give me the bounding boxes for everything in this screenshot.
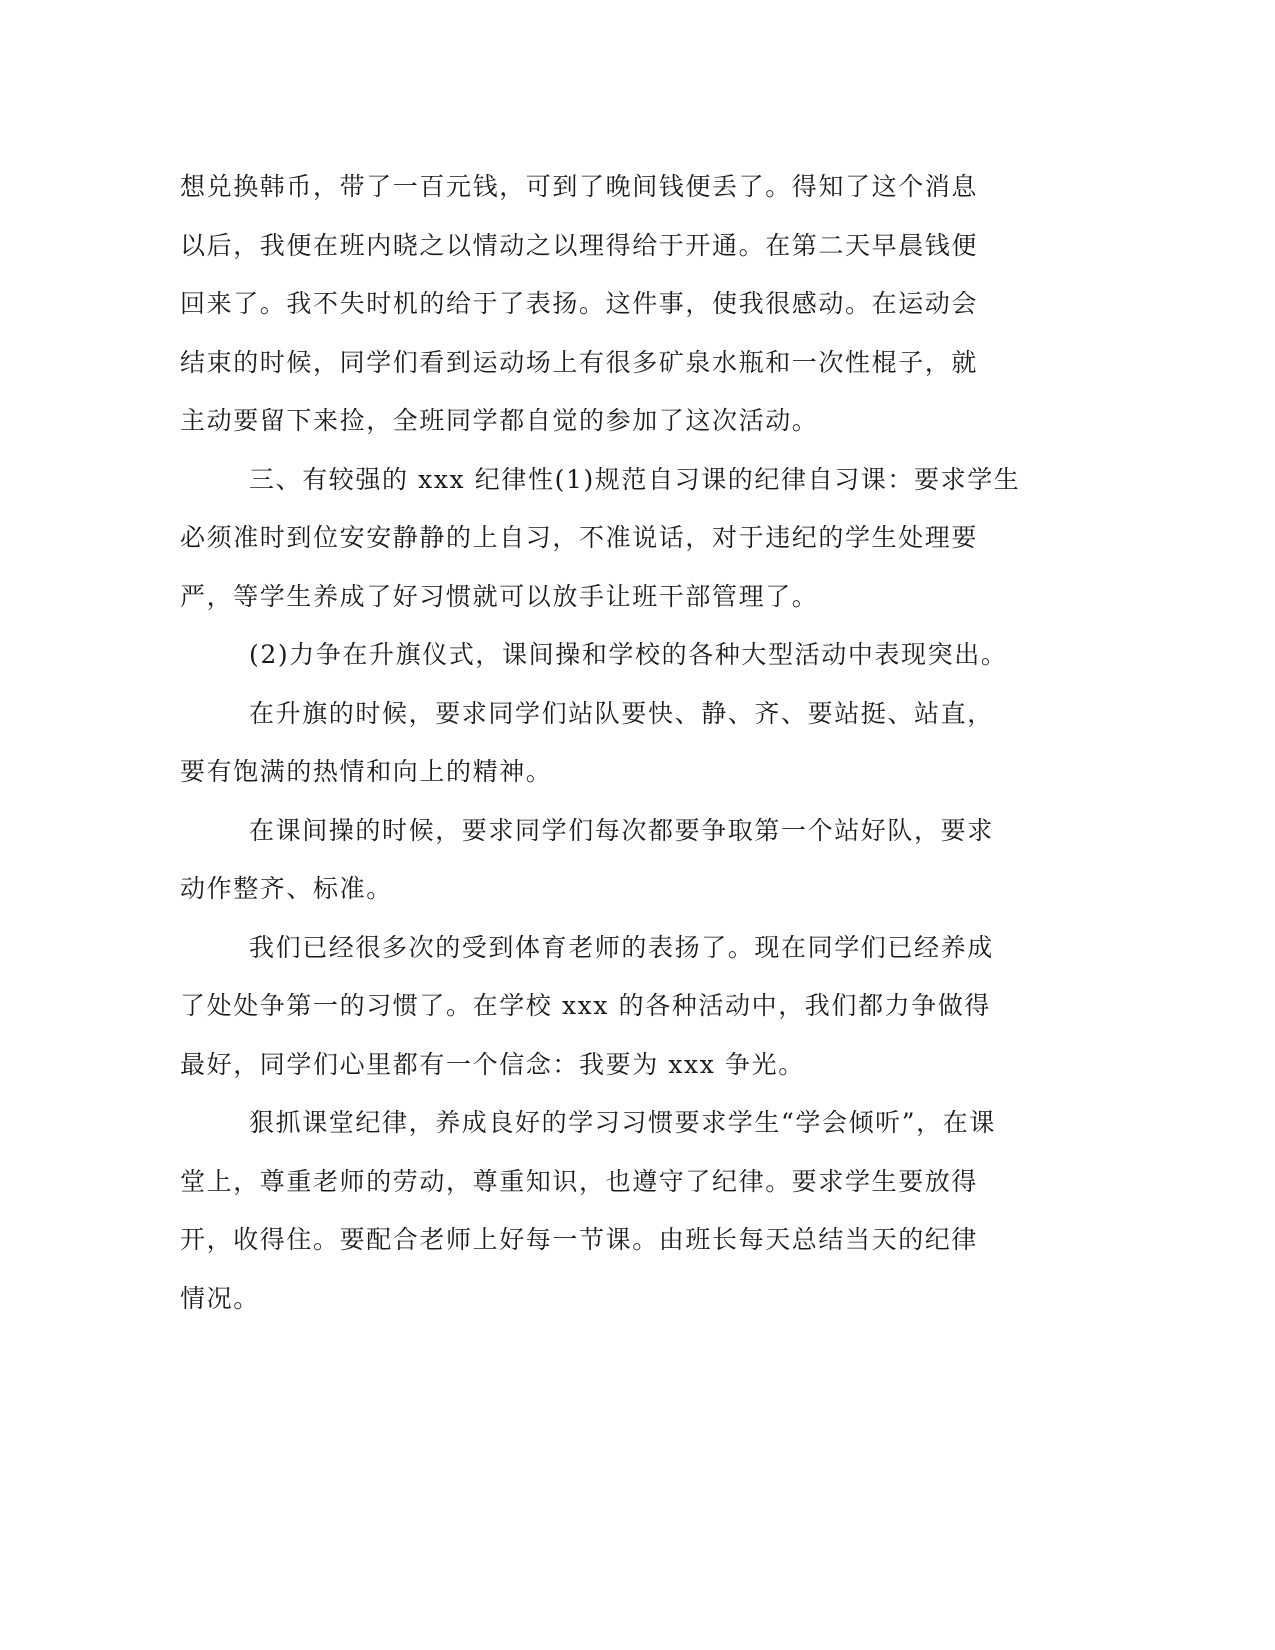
- text-line: 必须准时到位安安静静的上自习，不准说话，对于违纪的学生处理要: [180, 523, 979, 552]
- text-line: 在课间操的时候，要求同学们每次都要争取第一个站好队，要求: [249, 815, 994, 845]
- text-line: 回来了。我不失时机的给于了表扬。这件事，使我很感动。在运动会: [180, 289, 979, 318]
- text-line: 结束的时候，同学们看到运动场上有很多矿泉水瓶和一次性棍子，就: [180, 347, 979, 377]
- text-line: 狠抓课堂纪律，养成良好的学习习惯要求学生“学会倾听”，在课: [249, 1108, 996, 1137]
- paragraph: [180, 626, 1050, 685]
- text-line: 动作整齐、标准。: [180, 874, 393, 903]
- text-line: 堂上，尊重老师的劳动，尊重知识，也遵守了纪律。要求学生要放得: [180, 1166, 979, 1196]
- text-line: 主动要留下来捡，全班同学都自觉的参加了这次活动。: [180, 406, 819, 435]
- paragraph: [180, 685, 1050, 802]
- text-line: (2)力争在升旗仪式，课间操和学校的各种大型活动中表现突出。: [249, 640, 1008, 669]
- text-line: 我们已经很多次的受到体育老师的表扬了。现在同学们已经养成: [249, 932, 994, 962]
- text-line: 严，等学生养成了好习惯就可以放手让班干部管理了。: [180, 581, 819, 611]
- paragraph: [180, 919, 1050, 1095]
- text-line: 三、有较强的 xxx 纪律性(1)规范自习课的纪律自习课：要求学生: [249, 464, 1021, 494]
- paragraph: [180, 158, 1050, 451]
- paragraph: [180, 1094, 1050, 1328]
- text-line: 想兑换韩币，带了一百元钱，可到了晚间钱便丢了。得知了这个消息: [180, 172, 979, 201]
- body-text: [180, 158, 1050, 1328]
- paragraph: [180, 451, 1050, 627]
- text-line: 在升旗的时候，要求同学们站队要快、静、齐、要站挺、站直，: [249, 698, 994, 728]
- text-line: 要有饱满的热情和向上的精神。: [180, 757, 553, 786]
- text-line: 了处处争第一的习惯了。在学校 xxx 的各种活动中，我们都力争做得: [180, 991, 991, 1020]
- paragraph: [180, 802, 1050, 919]
- text-line: 情况。: [180, 1283, 260, 1313]
- text-line: 最好，同学们心里都有一个信念：我要为 xxx 争光。: [180, 1049, 805, 1079]
- text-line: 以后，我便在班内晓之以情动之以理得给于开通。在第二天早晨钱便: [180, 230, 979, 260]
- text-line: 开，收得住。要配合老师上好每一节课。由班长每天总结当天的纪律: [180, 1225, 979, 1254]
